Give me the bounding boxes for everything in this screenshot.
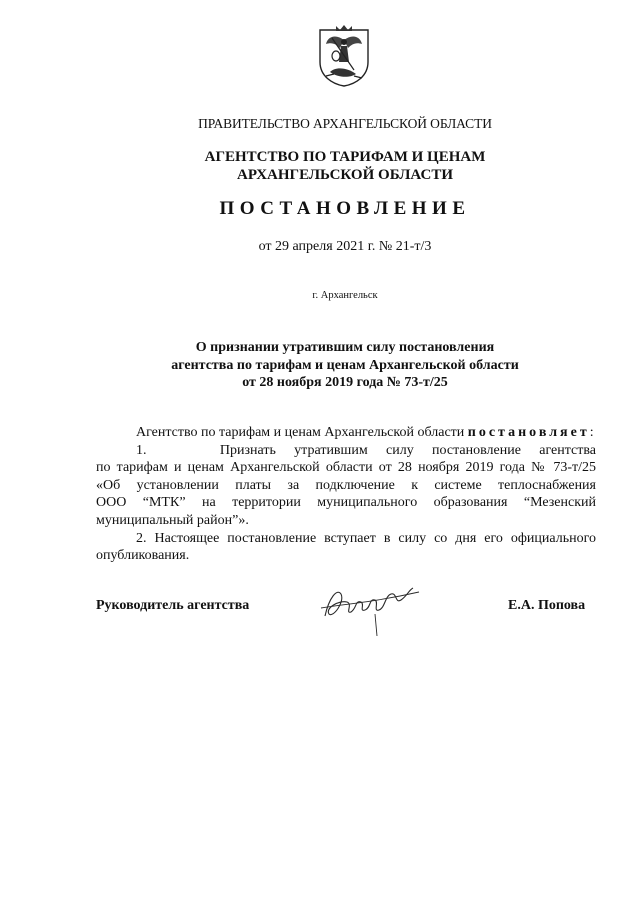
intro-decree-word: постановляет: [467, 425, 590, 440]
subject-line1: О признании утратившим силу постановления: [195, 340, 495, 355]
item-1-line: муниципальный район”».: [96, 512, 249, 528]
item-1-line: ООО “МТК” на территории муниципального образования “Мезенский: [96, 495, 596, 511]
coat-of-arms-icon: [312, 24, 376, 88]
agency-title: [0, 148, 640, 184]
item-1-line: по тарифам и ценам Архангельской области от 28 ноября 2019 года № 73-т/25: [96, 460, 596, 476]
agency-title-line2: АРХАНГЕЛЬСКОЙ ОБЛАСТИ: [237, 167, 453, 183]
item-2-line: опубликования.: [96, 548, 190, 564]
intro-paragraph: [96, 424, 596, 442]
signatory-position: Руководитель агентства: [96, 598, 250, 613]
item-2-paragraph: [96, 530, 596, 565]
subject-line2: агентства по тарифам и ценам Архангельской области: [171, 357, 519, 373]
city: г. Архангельск: [312, 290, 378, 301]
document-subject: [0, 339, 640, 392]
item-1-line: 1. Признать утратившим силу постановление агентства: [136, 442, 596, 458]
document-type: ПОСТАНОВЛЕНИЕ: [219, 198, 471, 219]
item-2-line: 2. Настоящее постановление вступает в силу со дня его официального: [136, 530, 596, 546]
intro-colon: :: [589, 425, 594, 440]
document-body: [96, 424, 596, 565]
item-1-line: «Об установлении платы за подключение к системе теплоснабжения: [96, 477, 596, 493]
agency-title-line1: АГЕНТСТВО ПО ТАРИФАМ И ЦЕНАМ: [204, 149, 486, 165]
intro-text: Агентство по тарифам и ценам Архангельской области: [136, 425, 468, 440]
item-1-paragraph: [96, 442, 596, 530]
signatory-name: Е.А. Попова: [508, 598, 586, 613]
handwritten-signature: [315, 578, 425, 638]
government-title: ПРАВИТЕЛЬСТВО АРХАНГЕЛЬСКОЙ ОБЛАСТИ: [198, 116, 492, 131]
document-number: от 29 апреля 2021 г. № 21-т/3: [258, 239, 432, 254]
subject-line3: от 28 ноября 2019 года № 73-т/25: [242, 375, 448, 390]
